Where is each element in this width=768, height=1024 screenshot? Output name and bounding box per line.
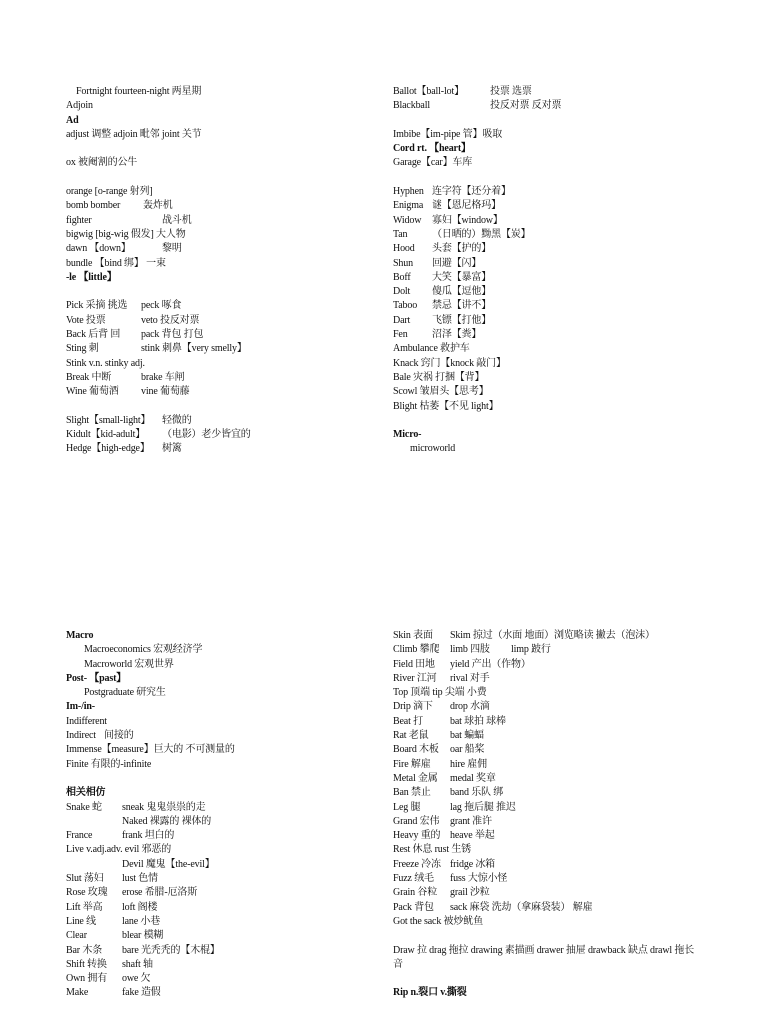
vocab-line [66, 199, 426, 213]
vocab-term: Bar 木条 [66, 944, 103, 956]
vocab-line [66, 242, 426, 256]
vocab-term: Drip 滴下 [393, 701, 433, 713]
spacer [393, 414, 753, 428]
vocab-line [393, 228, 753, 242]
vocab-line [66, 414, 426, 428]
vocab-note: Macroeconomics 宏观经济学 [84, 644, 203, 656]
spacer [66, 285, 426, 299]
vocab-term: Hedge【high-edge】 [66, 443, 150, 455]
vocab-line [393, 743, 753, 757]
vocab-term: Metal 金属 [393, 772, 438, 784]
vocab-line [66, 972, 426, 986]
vocab-line [393, 142, 753, 156]
vocab-term: Rat 老鼠 [393, 730, 429, 742]
vocab-note: bundle 【bind 绑】 一束 [66, 257, 166, 269]
vocab-line [66, 743, 426, 757]
vocab-term: fighter [66, 214, 92, 226]
vocab-gloss: 回避【闪】 [432, 257, 482, 269]
vocab-gloss: lag 拖后腿 推迟 [450, 801, 516, 813]
vocab-line [66, 85, 426, 99]
vocab-term: Grand 宏伟 [393, 815, 440, 827]
vocab-note: Postgraduate 研究生 [84, 687, 166, 699]
vocab-gloss: erose 希腊-厄洛斯 [122, 887, 198, 899]
vocab-gloss: yield 产出（作物） [450, 658, 531, 670]
vocab-gloss: sack 麻袋 洗劫（拿麻袋装） 解雇 [450, 901, 593, 913]
vocab-term: Wine 葡萄酒 [66, 386, 119, 398]
vocab-line [66, 128, 426, 142]
vocab-note: Imbibe【im-pipe 管】吸取 [393, 128, 503, 140]
vocab-gloss: lane 小巷 [122, 915, 161, 927]
vocab-gloss: shaft 轴 [122, 958, 153, 970]
vocab-gloss-extra: limp 跛行 [511, 644, 551, 656]
vocab-line [66, 271, 426, 285]
vocab-line [393, 700, 753, 714]
vocab-line [66, 958, 426, 972]
vocab-line [66, 843, 426, 857]
vocab-line [66, 758, 426, 772]
vocab-gloss: 树篱 [162, 443, 182, 455]
vocab-gloss: 连字符【还分着】 [432, 186, 511, 198]
vocab-line [66, 228, 426, 242]
vocab-note: Live v.adj.adv. evil 邪恶的 [66, 844, 172, 856]
vocab-line [393, 843, 753, 857]
section-heading: Cord rt. 【heart】 [393, 143, 471, 155]
spacer [66, 142, 426, 156]
vocab-term: Clear [66, 930, 87, 942]
vocab-line [66, 929, 426, 943]
vocab-line [66, 442, 426, 456]
vocab-gloss: oar 船桨 [450, 744, 485, 756]
vocab-line [66, 901, 426, 915]
spacer [393, 929, 753, 943]
section-heading: Rip n.裂口 v.撕裂 [393, 987, 467, 999]
vocab-gloss: heave 举起 [450, 830, 495, 842]
vocab-note: Fortnight fourteen-night 两星期 [76, 86, 202, 97]
vocab-term: Rose 玫瑰 [66, 887, 108, 899]
vocab-note: Macroworld 宏观世界 [84, 658, 174, 670]
vocab-line [66, 156, 426, 170]
vocab-line [393, 672, 753, 686]
spacer [393, 972, 753, 986]
vocab-line [393, 285, 753, 299]
vocab-gloss: bat 球拍 球棒 [450, 715, 506, 727]
vocab-gloss: 轰炸机 [143, 200, 173, 212]
section-heading: Macro [66, 630, 94, 641]
vocab-line [66, 715, 426, 729]
vocab-line [66, 729, 426, 743]
vocab-line [393, 629, 753, 643]
vocab-note: Draw 拉 drag 拖拉 drawing 素描画 drawer 抽屉 drawback 缺点 drawl 拖长 [393, 944, 695, 956]
notes-block-bottom-right [393, 629, 753, 1001]
vocab-gloss: lust 色情 [122, 873, 158, 885]
vocab-line [393, 915, 753, 929]
vocab-gloss: stink 刺鼻【very smelly】 [141, 343, 247, 355]
vocab-note: orange [o-range 射列] [66, 186, 153, 198]
vocab-term: Heavy 重的 [393, 830, 441, 842]
vocab-note: Top 顶端 tip 尖端 小费 [393, 687, 487, 699]
section-heading: Post- 【past】 [66, 672, 127, 684]
vocab-term: River 江河 [393, 672, 437, 684]
vocab-note: Blight 枯萎【不见 light】 [393, 400, 499, 412]
vocab-gloss: 轻微的 [162, 414, 192, 426]
vocab-term: Beat 打 [393, 715, 423, 727]
vocab-line [393, 371, 753, 385]
vocab-gloss: 投票 选票 [490, 86, 532, 97]
section-heading: -le 【little】 [66, 271, 117, 283]
vocab-note: Rest 休息 rust 生锈 [393, 844, 472, 856]
vocab-term: Skin 表面 [393, 630, 433, 641]
vocab-line [66, 858, 426, 872]
vocab-gloss: veto 投反对票 [141, 314, 200, 326]
spacer [66, 400, 426, 414]
vocab-gloss: 傻瓜【逗他】 [432, 286, 492, 298]
vocab-gloss: vine 葡萄藤 [141, 386, 190, 398]
vocab-line [393, 758, 753, 772]
vocab-gloss: 投反对票 反对票 [490, 100, 562, 112]
vocab-line [66, 328, 426, 342]
vocab-note: Finite 有限的-infinite [66, 758, 152, 770]
vocab-gloss: 大笑【暴富】 [432, 271, 492, 283]
section-heading: Ad [66, 114, 79, 126]
vocab-gloss: pack 背包 打包 [141, 329, 204, 341]
vocab-term: Boff [393, 271, 411, 283]
vocab-gloss: peck 啄食 [141, 300, 182, 312]
vocab-line [393, 385, 753, 399]
vocab-term: Leg 腿 [393, 801, 421, 813]
vocab-line [66, 686, 426, 700]
vocab-term: Field 田地 [393, 658, 435, 670]
vocab-gloss: Devil 魔鬼【the-evil】 [122, 858, 215, 870]
vocab-line [66, 385, 426, 399]
vocab-note: Garage【car】车库 [393, 157, 473, 169]
vocab-line [393, 815, 753, 829]
vocab-line [393, 428, 753, 442]
vocab-line [393, 99, 753, 113]
vocab-term: Pick 采摘 挑选 [66, 300, 128, 312]
vocab-term: Tan [393, 228, 408, 240]
vocab-term: Sting 刺 [66, 343, 99, 355]
vocab-gloss: bare 光秃秃的【木棍】 [122, 944, 220, 956]
vocab-note: adjust 调整 adjoin 毗邻 joint 关节 [66, 128, 202, 140]
vocab-line [66, 915, 426, 929]
vocab-line [66, 672, 426, 686]
vocab-line [393, 257, 753, 271]
vocab-gloss: 禁忌【讲不】 [432, 300, 492, 312]
vocab-line [393, 199, 753, 213]
vocab-term: Board 木板 [393, 744, 439, 756]
vocab-gloss: loft 阁楼 [122, 901, 158, 913]
vocab-note: ox 被阉割的公牛 [66, 157, 138, 169]
vocab-term: Ban 禁止 [393, 787, 431, 799]
vocab-gloss: 间接的 [104, 730, 134, 742]
vocab-line [393, 772, 753, 786]
vocab-line [66, 786, 426, 800]
vocab-line [66, 357, 426, 371]
vocab-line [393, 858, 753, 872]
vocab-line [66, 658, 426, 672]
vocab-gloss: 黎明 [162, 243, 182, 255]
vocab-gloss: grail 沙粒 [450, 887, 490, 899]
vocab-term: Line 线 [66, 915, 96, 927]
vocab-line [66, 299, 426, 313]
vocab-gloss: 头套【护的】 [432, 243, 492, 255]
vocab-note: Stink v.n. stinky adj. [66, 357, 145, 369]
vocab-term: Hyphen [393, 186, 424, 198]
vocab-line [66, 257, 426, 271]
vocab-line [393, 786, 753, 800]
vocab-line [393, 901, 753, 915]
vocab-term: Vote 投票 [66, 314, 106, 326]
vocab-gloss: owe 欠 [122, 973, 151, 985]
vocab-note: bigwig [big-wig 假发] 大人物 [66, 228, 186, 240]
vocab-term: bomb bomber [66, 200, 121, 212]
vocab-note: Indifferent [66, 715, 107, 727]
vocab-line [393, 342, 753, 356]
vocab-gloss: medal 奖章 [450, 772, 496, 784]
vocab-term: dawn 【down】 [66, 243, 131, 255]
vocab-gloss: 寡妇【window】 [432, 214, 503, 226]
vocab-gloss: （电影）老少皆宜的 [162, 429, 251, 441]
vocab-line [393, 686, 753, 700]
vocab-line [66, 986, 426, 1000]
vocab-term: Break 中断 [66, 371, 112, 383]
vocab-gloss: 沼泽【粪】 [432, 329, 482, 341]
section-heading: Im-/in- [66, 701, 95, 713]
vocab-note: 音 [393, 958, 403, 970]
vocab-term: Widow [393, 214, 422, 226]
vocab-term: Fen [393, 329, 408, 341]
vocab-note: Bale 灾祸 打捆【背】 [393, 371, 485, 383]
vocab-gloss: 谜【恩尼格玛】 [432, 200, 501, 212]
vocab-line [66, 700, 426, 714]
vocab-line [66, 872, 426, 886]
vocab-term: Pack 背包 [393, 901, 434, 913]
vocab-term: Make [66, 987, 89, 999]
vocab-line [393, 156, 753, 170]
vocab-gloss: fake 造假 [122, 987, 161, 999]
vocab-note: Scowl 皱眉头【思考】 [393, 386, 489, 398]
vocab-line [66, 815, 426, 829]
spacer [393, 114, 753, 128]
vocab-gloss: fuss 大惊小怪 [450, 873, 508, 885]
vocab-term: Snake 蛇 [66, 801, 102, 813]
vocab-line [393, 958, 753, 972]
vocab-line [393, 944, 753, 958]
vocab-line [393, 801, 753, 815]
vocab-line [66, 371, 426, 385]
spacer [66, 772, 426, 786]
vocab-note: Immense【measure】巨大的 不可测量的 [66, 744, 235, 756]
section-heading: 相关相仿 [66, 787, 106, 799]
notes-block-bottom-left [66, 629, 426, 1001]
vocab-line [66, 214, 426, 228]
vocab-term: Enigma [393, 200, 424, 212]
vocab-gloss: frank 坦白的 [122, 830, 175, 842]
vocab-gloss: band 乐队 绑 [450, 787, 504, 799]
vocab-line [393, 271, 753, 285]
vocab-term: Back 后背 回 [66, 329, 121, 341]
vocab-term: Kidult【kid-adult】 [66, 429, 146, 441]
vocab-gloss: Skim 掠过（水面 地面）浏览略读 撇去（泡沫） [450, 630, 655, 641]
vocab-term: France [66, 830, 93, 842]
vocab-term: Climb 攀爬 [393, 644, 440, 656]
vocab-gloss: bat 蝙蝠 [450, 730, 484, 742]
vocab-line [393, 872, 753, 886]
vocab-note: Adjoin [66, 100, 93, 112]
vocab-note: microworld [410, 443, 456, 455]
vocab-term: Lift 举高 [66, 901, 103, 913]
vocab-line [393, 442, 753, 456]
vocab-gloss: rival 对手 [450, 672, 490, 684]
vocab-line [66, 944, 426, 958]
vocab-line [393, 986, 753, 1000]
vocab-gloss: grant 准许 [450, 815, 492, 827]
vocab-term: Indirect [66, 730, 96, 742]
vocab-line [393, 85, 753, 99]
vocab-line [66, 801, 426, 815]
vocab-note: Got the sack 被炒鱿鱼 [393, 915, 483, 927]
vocab-line [393, 242, 753, 256]
vocab-term: Grain 谷粒 [393, 887, 438, 899]
vocab-term: Freeze 冷冻 [393, 858, 441, 870]
vocab-note: Knack 窍门【knock 敲门】 [393, 357, 506, 369]
vocab-term: Fire 解雇 [393, 758, 431, 770]
vocab-term: Shun [393, 257, 413, 269]
vocab-line [66, 99, 426, 113]
vocab-gloss: sneak 鬼鬼祟祟的走 [122, 801, 206, 813]
notes-block-top-right [393, 85, 753, 457]
vocab-term: Own 拥有 [66, 973, 108, 985]
vocab-line [393, 314, 753, 328]
vocab-line [393, 128, 753, 142]
vocab-line [393, 400, 753, 414]
vocab-term: Ballot【ball-lot】 [393, 86, 464, 97]
vocab-gloss: hire 雇佣 [450, 758, 487, 770]
vocab-gloss: 战斗机 [162, 214, 192, 226]
vocab-line [393, 729, 753, 743]
section-heading: Micro- [393, 429, 422, 441]
vocab-term: Slut 荡妇 [66, 873, 104, 885]
vocab-line [393, 829, 753, 843]
vocab-line [393, 214, 753, 228]
vocab-line [66, 829, 426, 843]
vocab-line [393, 357, 753, 371]
spacer [393, 171, 753, 185]
vocab-term: Dart [393, 314, 411, 326]
vocab-line [393, 328, 753, 342]
vocab-gloss: drop 水滴 [450, 701, 490, 713]
notes-block-top-left [66, 85, 426, 457]
vocab-gloss: （日晒的）黝黑【炭】 [432, 228, 531, 240]
vocab-gloss: brake 车闸 [141, 371, 185, 383]
vocab-term: Hood [393, 243, 415, 255]
vocab-line [66, 314, 426, 328]
vocab-gloss: fridge 冰箱 [450, 858, 496, 870]
vocab-line [66, 886, 426, 900]
vocab-term: Dolt [393, 286, 411, 298]
vocab-gloss: 飞镖【打他】 [432, 314, 492, 326]
vocab-line [66, 185, 426, 199]
vocab-line [66, 428, 426, 442]
spacer [66, 171, 426, 185]
vocab-line [66, 629, 426, 643]
vocab-line [393, 185, 753, 199]
vocab-term: Taboo [393, 300, 418, 312]
vocab-line [393, 299, 753, 313]
vocab-line [393, 715, 753, 729]
vocab-note: Ambulance 救护车 [393, 343, 470, 355]
vocab-line [66, 114, 426, 128]
vocab-line [393, 886, 753, 900]
vocab-line [393, 643, 753, 657]
vocab-line [393, 658, 753, 672]
vocab-line [66, 342, 426, 356]
vocab-term: Fuzz 绒毛 [393, 873, 434, 885]
vocab-gloss: blear 模糊 [122, 930, 164, 942]
vocab-line [66, 643, 426, 657]
vocab-term: Blackball [393, 100, 430, 112]
vocab-gloss: limb 四肢 [450, 644, 490, 656]
vocab-term: Shift 转换 [66, 958, 107, 970]
vocab-gloss: Naked 裸露的 裸体的 [122, 815, 212, 827]
vocab-term: Slight【small-light】 [66, 414, 151, 426]
